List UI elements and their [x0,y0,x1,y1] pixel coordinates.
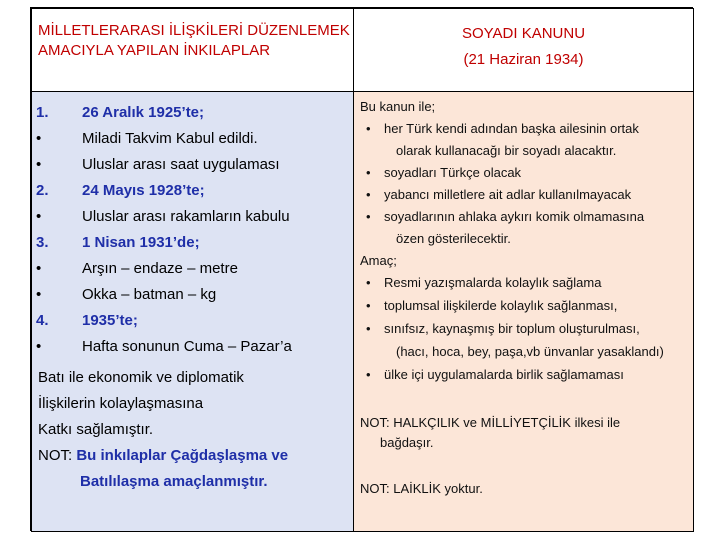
left-body-cell [31,91,354,532]
list-marker: • [36,208,42,225]
bullet-marker: • [366,165,371,180]
bullet-marker: • [366,187,371,202]
bullet-text: soyadları Türkçe olacak [384,165,522,180]
bullet-text: olarak kullanacağı bir soyadı alacaktır. [396,143,617,158]
list-item-text: Uluslar arası rakamların kabulu [82,208,290,225]
list-marker: 4. [36,312,49,329]
bullet-marker: • [366,275,371,290]
bullet-text: özen gösterilecektir. [396,231,511,246]
right-header-line2: (21 Haziran 1934) [463,51,584,68]
left-header-line2: AMACIYLA YAPILAN İNKILAPLAR [38,42,271,59]
right-header-line1: SOYADI KANUNU [461,25,586,42]
left-header-line1: MİLLETLERARASI İLİŞKİLERİ DÜZENLEMEK [38,22,350,39]
list-marker: • [36,338,42,355]
left-header-title [38,21,350,61]
left-note-text-2: Batılılaşma amaçlanmıştır. [80,473,268,490]
right-body-cell [353,91,694,532]
list-item-text: Arşın – endaze – metre [82,260,238,277]
list-item-text: Uluslar arası saat uygulaması [82,156,280,173]
list-item-text: 24 Mayıs 1928’te; [82,182,205,199]
list-marker: 2. [36,182,49,199]
list-marker: • [36,156,42,173]
bullet-marker: • [366,209,371,224]
bullet-marker: • [366,321,371,336]
left-note-prefix: NOT: [38,447,77,464]
right-note-1-line-1: NOT: HALKÇILIK ve MİLLİYETÇİLİK ilkesi ile [360,415,621,430]
bullet-text: soyadlarının ahlaka aykırı komik olmamasına [384,209,645,224]
list-item-text: Okka – batman – kg [82,286,217,303]
bullet-text: sınıfsız, kaynaşmış bir toplum oluşturulması, [384,321,640,336]
inkilaplar-table [30,7,693,531]
bullet-text: yabancı milletlere ait adlar kullanılmayacak [384,187,632,202]
bullet-text: her Türk kendi adından başka ailesinin ortak [384,121,639,136]
list-marker: • [36,286,42,303]
list-marker: 1. [36,104,49,121]
right-note-2: NOT: LAİKLİK yoktur. [360,481,483,496]
bullet-text: Resmi yazışmalarda kolaylık sağlama [384,275,602,290]
aim-label: Amaç; [360,253,397,268]
list-item-text: Hafta sonunun Cuma – Pazar’a [82,338,292,355]
list-item-text: 26 Aralık 1925’te; [82,104,205,121]
bullet-text: (hacı, hoca, bey, paşa,vb ünvanlar yasaklandı) [396,344,664,359]
bullet-marker: • [366,121,371,136]
right-note-1-line-2: bağdaşır. [380,435,434,450]
bullet-marker: • [366,298,371,313]
list-item-text: 1 Nisan 1931’de; [82,234,200,251]
list-item-text: Miladi Takvim Kabul edildi. [82,130,258,147]
left-header-cell [31,8,354,92]
summary-line-3: Katkı sağlamıştır. [38,421,154,438]
right-header-cell [353,8,694,92]
law-intro: Bu kanun ile; [360,99,436,114]
list-marker: • [36,130,42,147]
left-note [38,443,288,469]
bullet-marker: • [366,367,371,382]
list-item-text: 1935’te; [82,312,138,329]
bullet-text: toplumsal ilişkilerde kolaylık sağlanması, [384,298,618,313]
list-marker: 3. [36,234,49,251]
summary-line-1: Batı ile ekonomik ve diplomatik [38,369,244,386]
list-marker: • [36,260,42,277]
right-header-title [354,21,693,73]
summary-line-2: İlişkilerin kolaylaşmasına [38,395,204,412]
bullet-text: ülke içi uygulamalarda birlik sağlamaması [384,367,624,382]
left-note-text-1: Bu inkılaplar Çağdaşlaşma ve [76,447,289,464]
